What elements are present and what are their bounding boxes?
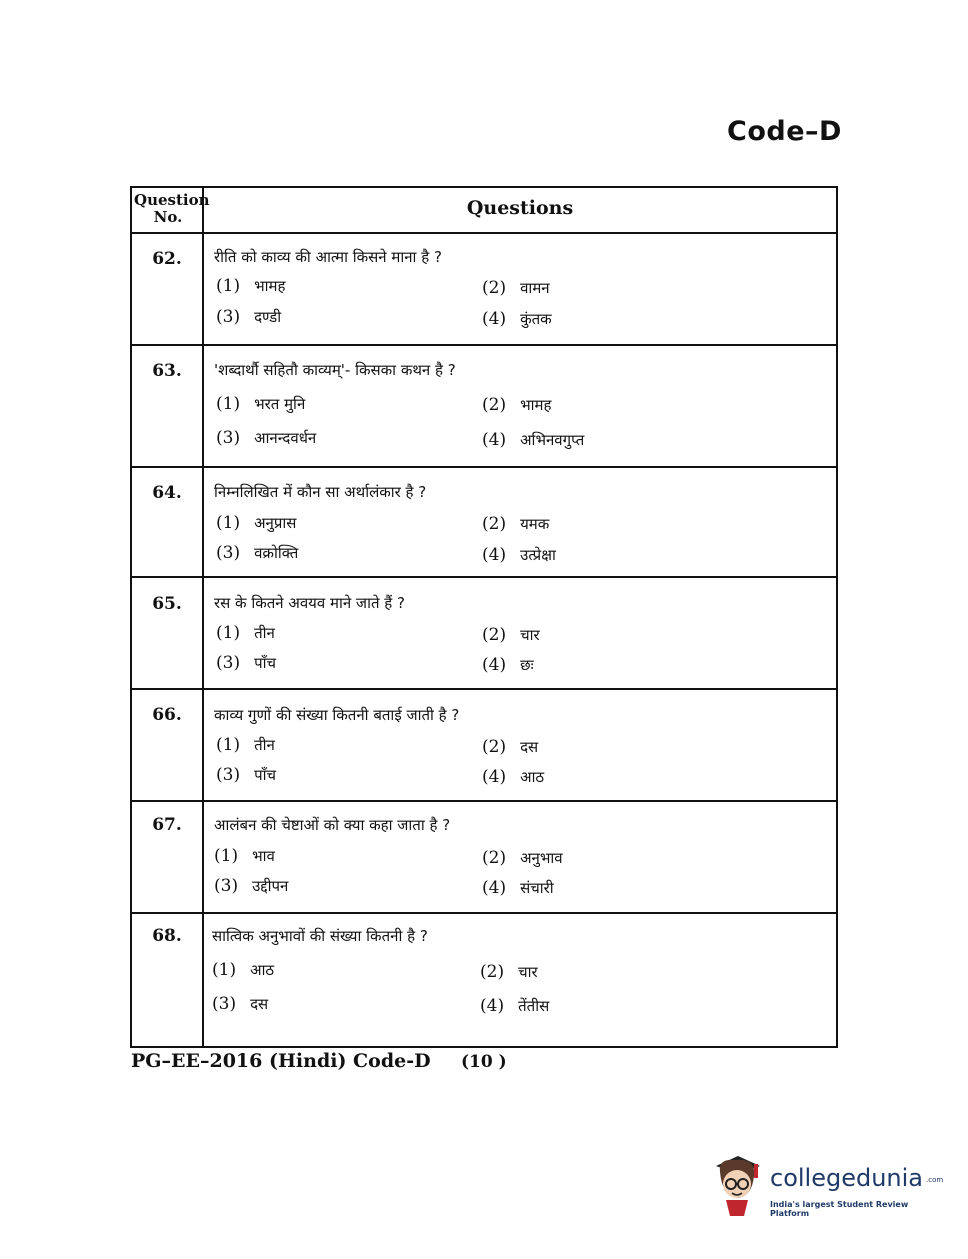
code-label: Code–D bbox=[727, 116, 842, 147]
footer-paper-code: PG–EE–2016 (Hindi) Code-D bbox=[131, 1050, 431, 1072]
logo-tagline: India's largest Student Review Platform bbox=[770, 1200, 909, 1218]
page-number: (10 ) bbox=[461, 1052, 507, 1072]
question-row bbox=[132, 578, 836, 690]
table-header bbox=[132, 188, 836, 234]
option-4: (4) छः bbox=[482, 655, 534, 675]
option-4: (4) संचारी bbox=[482, 878, 554, 898]
option-3: (3) वक्रोक्ति bbox=[216, 543, 299, 563]
question-row bbox=[132, 802, 836, 914]
option-3: (3) पाँच bbox=[216, 653, 277, 673]
option-4: (4) उत्प्रेक्षा bbox=[482, 545, 556, 565]
question-number: 67. bbox=[152, 815, 182, 835]
question-text: रीति को काव्य की आत्मा किसने माना है ? bbox=[214, 248, 442, 266]
question-text: काव्य गुणों की संख्या कितनी बताई जाती है ? bbox=[214, 706, 460, 724]
question-text: 'शब्दार्थौ सहितौ काव्यम्'- किसका कथन है ? bbox=[214, 361, 456, 379]
logo-dotcom: .com bbox=[926, 1176, 944, 1184]
option-2: (2) अनुभाव bbox=[482, 848, 563, 868]
option-1: (1) आठ bbox=[212, 960, 275, 980]
question-text: निम्नलिखित में कौन सा अर्थालंकार है ? bbox=[214, 483, 427, 501]
mascot-icon bbox=[708, 1150, 768, 1220]
option-2: (2) चार bbox=[482, 625, 540, 645]
option-2: (2) भामह bbox=[482, 395, 552, 415]
option-2: (2) चार bbox=[480, 962, 538, 982]
question-row bbox=[132, 914, 836, 1046]
option-1: (1) भरत मुनि bbox=[216, 394, 306, 414]
question-text: रस के कितने अवयव माने जाते हैं ? bbox=[214, 594, 405, 612]
question-row bbox=[132, 232, 836, 346]
question-number: 68. bbox=[152, 926, 182, 946]
option-2: (2) दस bbox=[482, 737, 539, 757]
option-3: (3) दण्डी bbox=[216, 307, 282, 327]
question-row bbox=[132, 346, 836, 468]
option-4: (4) आठ bbox=[482, 767, 545, 787]
option-3: (3) पाँच bbox=[216, 765, 277, 785]
option-1: (1) भामह bbox=[216, 276, 286, 296]
option-2: (2) यमक bbox=[482, 514, 550, 534]
option-3: (3) उद्दीपन bbox=[214, 876, 289, 896]
option-1: (1) तीन bbox=[216, 735, 275, 755]
question-number: 66. bbox=[152, 705, 182, 725]
option-4: (4) कुंतक bbox=[482, 309, 552, 329]
question-text: सात्विक अनुभावों की संख्या कितनी है ? bbox=[212, 927, 428, 945]
option-3: (3) दस bbox=[212, 994, 269, 1014]
option-3: (3) आनन्दवर्धन bbox=[216, 428, 317, 448]
option-2: (2) वामन bbox=[482, 278, 550, 298]
logo-name: collegedunia bbox=[770, 1164, 924, 1192]
question-number: 64. bbox=[152, 483, 182, 503]
header-question-no: Question No. bbox=[134, 191, 210, 226]
questions-table bbox=[130, 186, 838, 1048]
option-4: (4) तेंतीस bbox=[480, 996, 550, 1016]
collegedunia-logo bbox=[708, 1150, 944, 1220]
question-row bbox=[132, 690, 836, 802]
header-questions: Questions bbox=[466, 197, 574, 219]
option-1: (1) भाव bbox=[214, 846, 275, 866]
option-1: (1) तीन bbox=[216, 623, 275, 643]
question-row bbox=[132, 468, 836, 578]
question-number: 62. bbox=[152, 249, 182, 269]
option-1: (1) अनुप्रास bbox=[216, 513, 297, 533]
question-number: 65. bbox=[152, 594, 182, 614]
question-text: आलंबन की चेष्टाओं को क्या कहा जाता है ? bbox=[214, 816, 451, 834]
option-4: (4) अभिनवगुप्त bbox=[482, 430, 585, 450]
question-number: 63. bbox=[152, 361, 182, 381]
